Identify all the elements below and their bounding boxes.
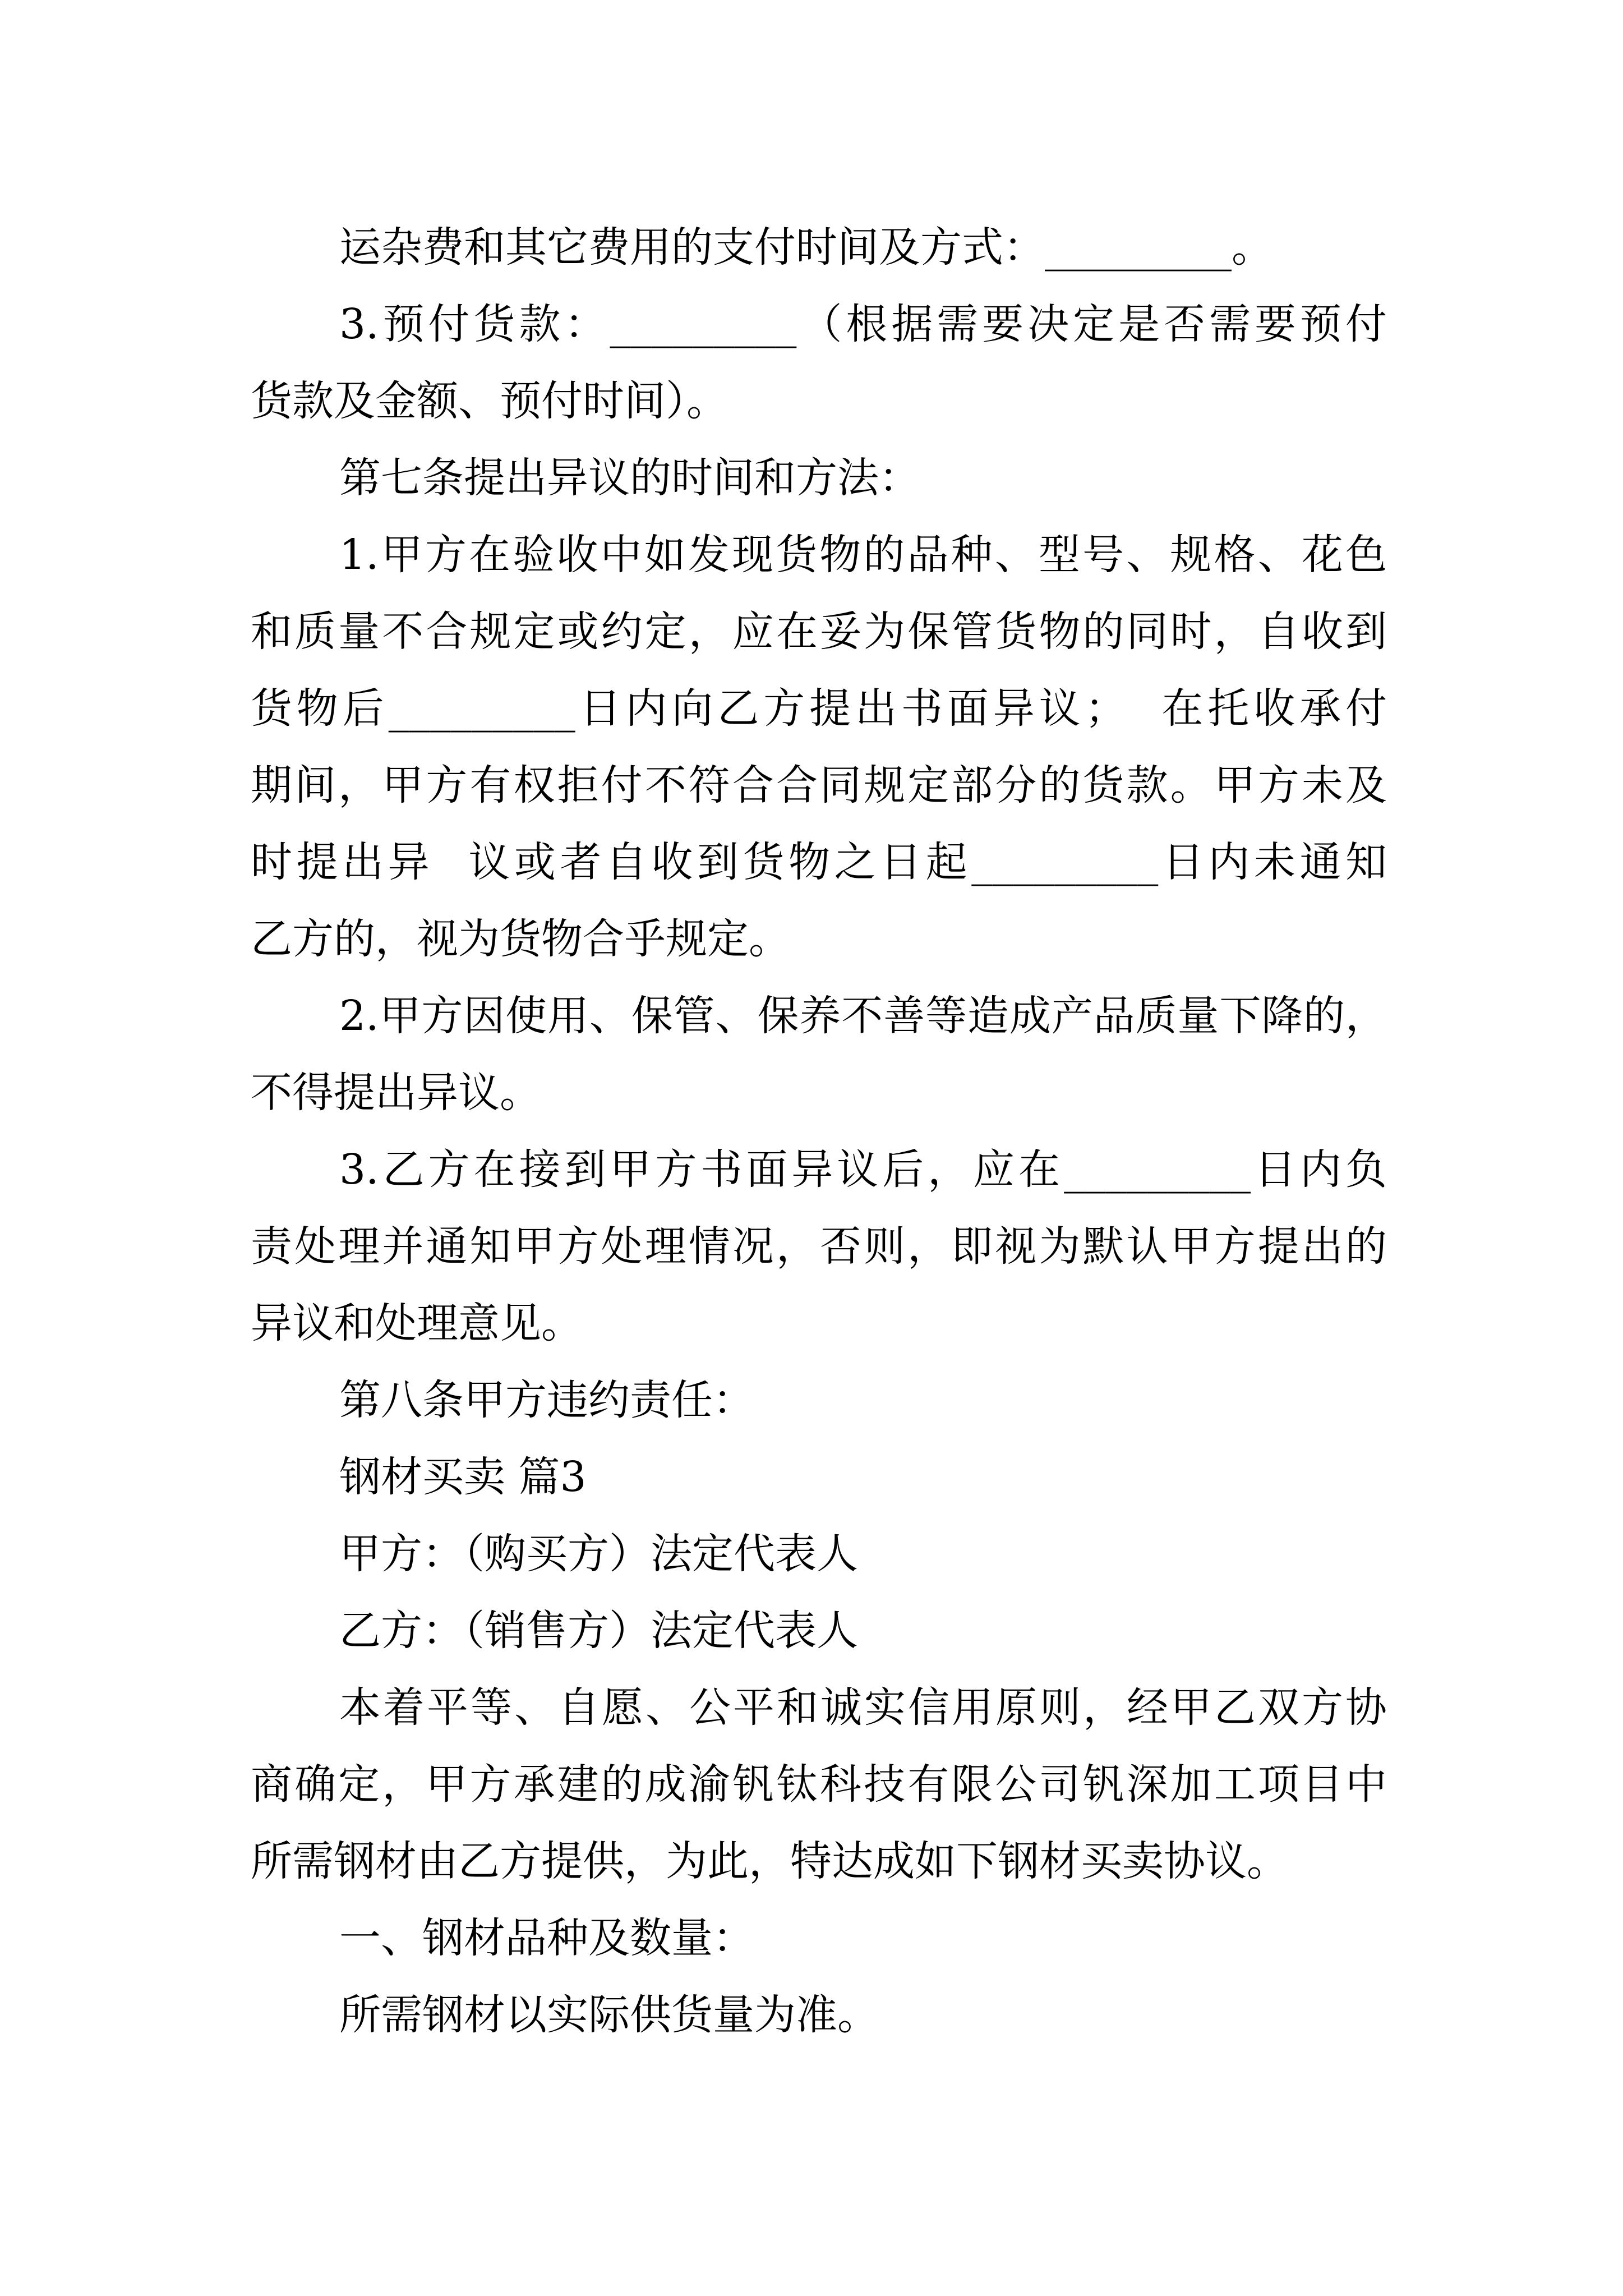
text-line: 责处理并通知甲方处理情况，否则，即视为默认甲方提出的 bbox=[251, 1222, 1387, 1271]
text-line: 本着平等、自愿、公平和诚实信用原则，经甲乙双方协 bbox=[339, 1683, 1387, 1732]
text-line: 1.甲方在验收中如发现货物的品种、型号、规格、花色 bbox=[339, 531, 1387, 579]
text-line: 时提出异 议或者自收到货物之日起_________日内未通知 bbox=[251, 838, 1387, 886]
section-heading: 第八条甲方违约责任： bbox=[339, 1376, 754, 1424]
text-line: 货物后_________日内向乙方提出书面异议； 在托收承付 bbox=[251, 684, 1387, 733]
text-line: 商确定，甲方承建的成渝钒钛科技有限公司钒深加工项目中 bbox=[251, 1760, 1387, 1809]
section-heading-article-8 bbox=[251, 1362, 1387, 1439]
section-heading-article-7 bbox=[251, 440, 1387, 517]
paragraph-preamble bbox=[251, 1669, 1387, 1900]
text-line: 货款及金额、预付时间）。 bbox=[251, 377, 728, 425]
document-title: 钢材买卖 篇3 bbox=[339, 1453, 587, 1501]
text-line: 不得提出异议。 bbox=[251, 1069, 541, 1117]
section-heading-steel-types bbox=[251, 1900, 1387, 1977]
text-line: 异议和处理意见。 bbox=[251, 1299, 583, 1347]
text-line: 运杂费和其它费用的支付时间及方式：_________。 bbox=[339, 223, 1273, 272]
text-line: 3.预付货款：_________（根据需要决定是否需要预付 bbox=[339, 300, 1387, 348]
text-line: 和质量不合规定或约定，应在妥为保管货物的同时，自收到 bbox=[251, 608, 1387, 656]
paragraph-steel-quantity bbox=[251, 1977, 1387, 2054]
party-b-block bbox=[251, 1593, 1387, 1669]
paragraph-prepayment bbox=[251, 286, 1387, 440]
text-line: 乙方的，视为货物合乎规定。 bbox=[251, 915, 790, 963]
document-title-block bbox=[251, 1439, 1387, 1516]
paragraph-objection-2 bbox=[251, 978, 1387, 1131]
party-a-block bbox=[251, 1516, 1387, 1593]
text-line: 所需钢材由乙方提供，为此，特达成如下钢材买卖协议。 bbox=[251, 1837, 1288, 1885]
section-heading: 一、钢材品种及数量： bbox=[339, 1914, 754, 1962]
paragraph-objection-3 bbox=[251, 1131, 1387, 1362]
party-b-line: 乙方：（销售方）法定代表人 bbox=[339, 1607, 858, 1655]
section-heading: 第七条提出异议的时间和方法： bbox=[339, 454, 920, 502]
text-line: 所需钢材以实际供货量为准。 bbox=[339, 1991, 879, 2039]
party-a-line: 甲方：（购买方）法定代表人 bbox=[339, 1530, 858, 1578]
document-body bbox=[251, 209, 1387, 2054]
paragraph-payment-method bbox=[251, 209, 1387, 286]
text-line: 2.甲方因使用、保管、保养不善等造成产品质量下降的， bbox=[339, 992, 1387, 1040]
paragraph-objection-1 bbox=[251, 517, 1387, 978]
text-line: 期间，甲方有权拒付不符合合同规定部分的货款。甲方未及 bbox=[251, 761, 1387, 809]
text-line: 3.乙方在接到甲方书面异议后，应在_________日内负 bbox=[339, 1145, 1387, 1194]
